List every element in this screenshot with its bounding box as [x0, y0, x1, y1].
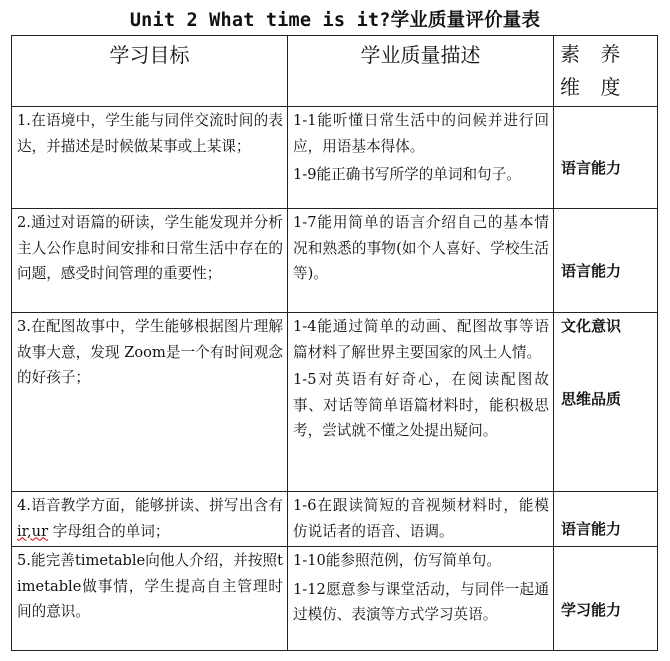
competency-label: 思维品质: [561, 390, 622, 408]
quality-item: 1-7能用简单的语言介绍自己的基本情况和熟悉的事物(如个人喜好、学校生活等)。: [293, 214, 549, 282]
quality-cell: [288, 547, 554, 651]
goal-cell: [12, 492, 288, 547]
goal-text-end: 字母组合的单词；: [48, 522, 170, 540]
quality-item: 1-10能参照范例，仿写简单句。: [293, 552, 501, 569]
quality-item: 1-6在跟读简短的音视频材料时，能模仿说话者的语音、语调。: [293, 497, 549, 540]
goal-text: [12, 492, 287, 546]
header-competency-dimension: 素 养 维 度: [554, 36, 658, 107]
quality-item: 1-5对英语有好奇心，在阅读配图故事、对话等简单语篇材料时，能积极思考，尝试就不懂之处提出疑问。: [293, 371, 549, 439]
document-title: Unit 2 What time is it?学业质量评价量表: [129, 10, 541, 31]
table-row: [12, 492, 658, 547]
competency-label: 语言能力: [561, 159, 622, 177]
quality-cell: [288, 492, 554, 547]
letter-combination-spellcheck-text: ir,ur: [17, 522, 49, 540]
table-header-row: [12, 36, 658, 107]
table-row: [12, 209, 658, 313]
competency-label: 学习能力: [561, 601, 622, 619]
goal-cell: [12, 209, 288, 313]
goal-cell: [12, 107, 288, 209]
goal-cell: [12, 313, 288, 492]
header-learning-goal: 学习目标: [12, 36, 288, 107]
goal-cell: [12, 547, 288, 651]
table-row: [12, 547, 658, 651]
competency-cell: [554, 492, 658, 547]
competency-label: 语言能力: [561, 520, 622, 538]
goal-text: 2.通过对语篇的研读，学生能发现并分析主人公作息时间安排和日常生活中存在的问题，感受时间管理的重要性；: [17, 214, 283, 282]
competency-cell: [554, 107, 658, 209]
quality-cell: [288, 107, 554, 209]
quality-item: 1-4能通过简单的动画、配图故事等语篇材料了解世界主要国家的风土人情。: [293, 318, 549, 361]
competency-cell: [554, 547, 658, 651]
quality-item: 1-1能听懂日常生活中的问候并进行回应，用语基本得体。: [293, 112, 549, 155]
goal-text: 1.在语境中，学生能与同伴交流时间的表达，并描述是时候做某事或上某课；: [17, 112, 283, 155]
table-row: [12, 313, 658, 492]
quality-evaluation-table: [11, 35, 658, 651]
quality-cell: [288, 313, 554, 492]
quality-item: 1-9能正确书写所学的单词和句子。: [293, 166, 521, 183]
competency-cell: [554, 313, 658, 492]
competency-cell: [554, 209, 658, 313]
competency-label: 文化意识: [561, 317, 622, 335]
goal-text: 3.在配图故事中，学生能够根据图片理解故事大意，发现 Zoom是一个有时间观念的好孩子；: [17, 318, 283, 386]
header-quality-description: 学业质量描述: [288, 36, 554, 107]
quality-item: 1-12愿意参与课堂活动，与同伴一起通过模仿、表演等方式学习英语。: [293, 580, 549, 623]
goal-text-start: 4.语音教学方面，能够拼读、拼写出含有: [17, 497, 283, 514]
quality-cell: [288, 209, 554, 313]
competency-label: 语言能力: [561, 262, 622, 280]
goal-text: 5.能完善timetable向他人介绍，并按照timetable做事情，学生提高自主管理时间的意识。: [17, 552, 283, 620]
table-row: [12, 107, 658, 209]
